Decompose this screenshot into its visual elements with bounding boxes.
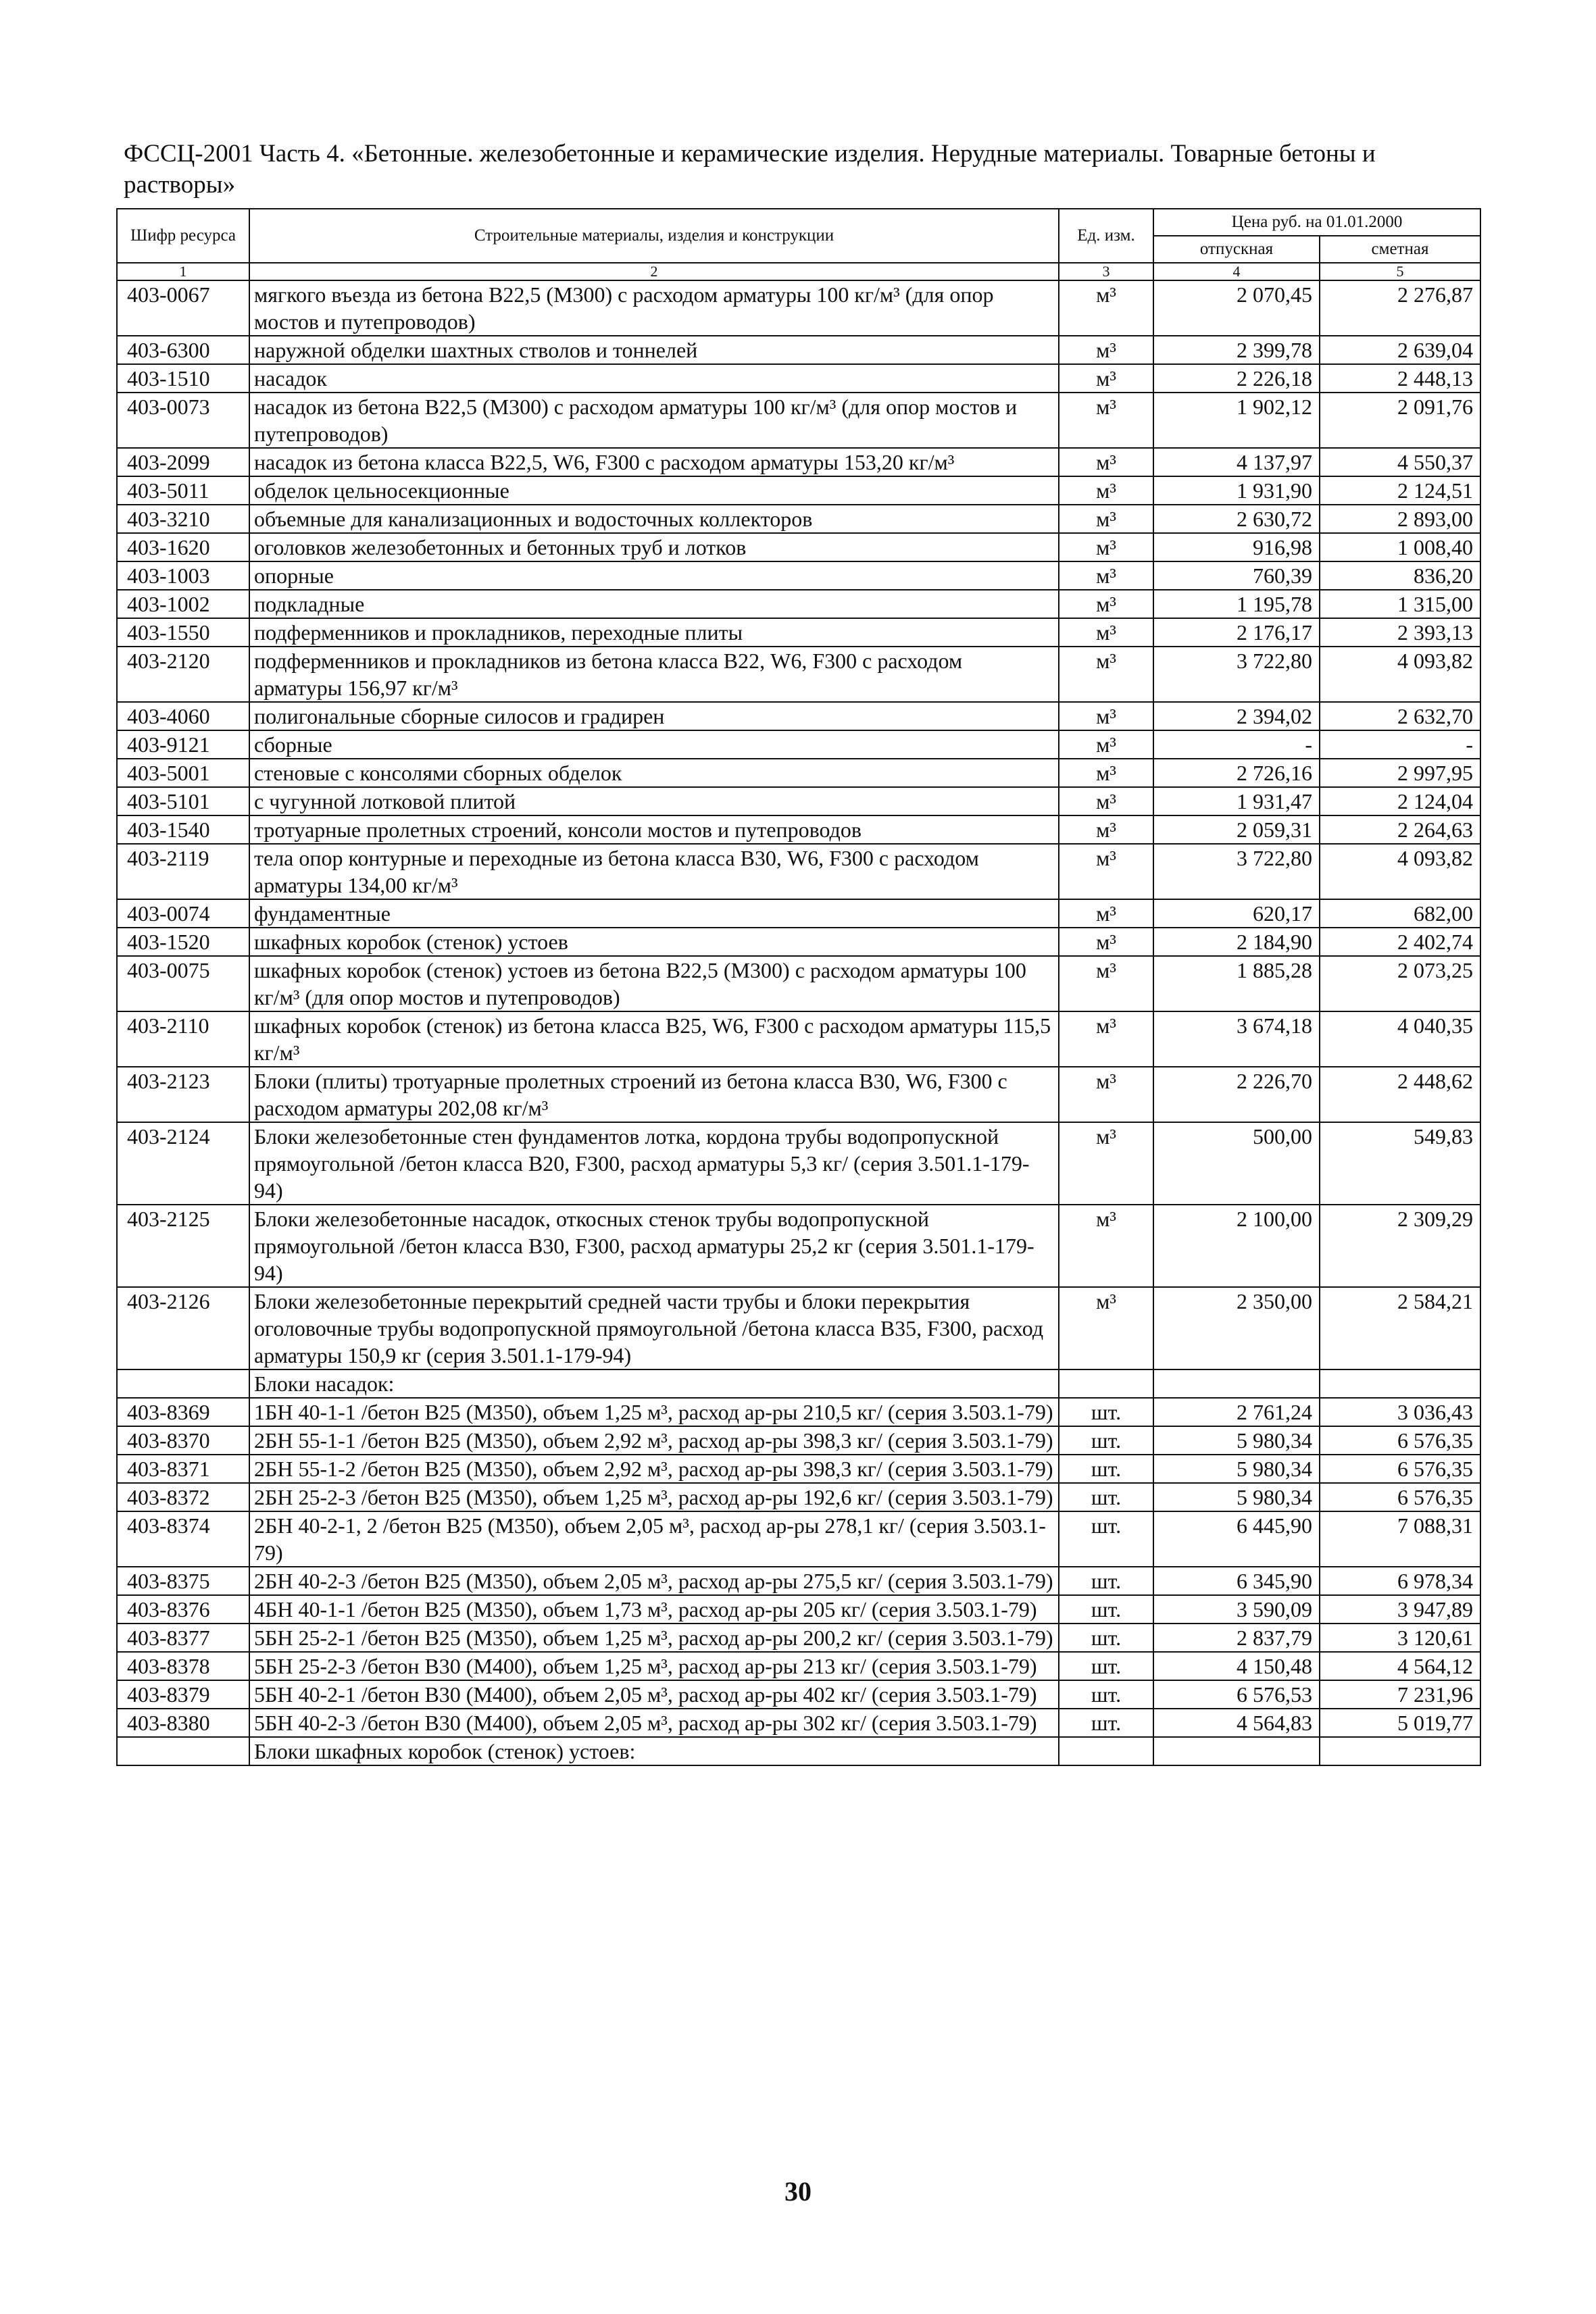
material-name: опорные	[249, 561, 1059, 590]
table-body	[117, 280, 1480, 1765]
unit-of-measure: м³	[1059, 844, 1153, 899]
table-row	[117, 1652, 1480, 1680]
price-release: 1 195,78	[1153, 590, 1320, 618]
material-name: 5БН 25-2-3 /бетон В30 (М400), объем 1,25 м³, расход ар-ры 213 кг/ (серия 3.503.1-79)	[249, 1652, 1059, 1680]
title-line-1: ФССЦ-2001 Часть 4. «Бетонные. железобетонные и керамические изделия. Нерудные материалы. Товарные бетоны и	[124, 140, 1376, 168]
material-name: подкладные	[249, 590, 1059, 618]
table-row	[117, 1483, 1480, 1511]
material-name: мягкого въезда из бетона В22,5 (М300) с расходом арматуры 100 кг/м³ (для опор мостов и путепроводов)	[249, 280, 1059, 336]
price-release: 1 931,47	[1153, 787, 1320, 815]
resource-code: 403-8372	[117, 1483, 249, 1511]
material-name: шкафных коробок (стенок) устоев	[249, 928, 1059, 956]
resource-code: 403-1520	[117, 928, 249, 956]
price-release: 2 837,79	[1153, 1624, 1320, 1652]
unit-of-measure	[1059, 1369, 1153, 1398]
price-estimate: 836,20	[1320, 561, 1480, 590]
price-estimate: 2 997,95	[1320, 759, 1480, 787]
material-name: шкафных коробок (стенок) устоев из бетона В22,5 (М300) с расходом арматуры 100 кг/м³ (для опор мостов и путепроводов)	[249, 956, 1059, 1011]
unit-of-measure: шт.	[1059, 1680, 1153, 1709]
table-row	[117, 1455, 1480, 1483]
price-estimate: 6 978,34	[1320, 1567, 1480, 1595]
material-name: 5БН 40-2-1 /бетон В30 (М400), объем 2,05 м³, расход ар-ры 402 кг/ (серия 3.503.1-79)	[249, 1680, 1059, 1709]
resource-code: 403-9121	[117, 730, 249, 759]
price-estimate: 1 008,40	[1320, 533, 1480, 561]
material-name: насадок	[249, 364, 1059, 393]
unit-of-measure: м³	[1059, 1067, 1153, 1122]
material-name: Блоки (плиты) тротуарные пролетных строений из бетона класса В30, W6, F300 с расходом арматуры 202,08 кг/м³	[249, 1067, 1059, 1122]
unit-of-measure: шт.	[1059, 1455, 1153, 1483]
unit-of-measure: м³	[1059, 702, 1153, 730]
price-release: 2 630,72	[1153, 505, 1320, 533]
price-release	[1153, 1369, 1320, 1398]
price-estimate: 2 448,62	[1320, 1067, 1480, 1122]
section-row	[117, 1737, 1480, 1765]
price-estimate: 2 393,13	[1320, 618, 1480, 647]
price-estimate: 6 576,35	[1320, 1483, 1480, 1511]
price-estimate: 2 448,13	[1320, 364, 1480, 393]
price-release: 5 980,34	[1153, 1455, 1320, 1483]
price-table	[116, 208, 1481, 1766]
price-release: 2 176,17	[1153, 618, 1320, 647]
column-number: 1	[117, 263, 249, 280]
header-code: Шифр ресурса	[117, 209, 249, 263]
price-estimate: 5 019,77	[1320, 1709, 1480, 1737]
price-estimate: 2 276,87	[1320, 280, 1480, 336]
resource-code: 403-6300	[117, 336, 249, 364]
price-estimate: 7 231,96	[1320, 1680, 1480, 1709]
unit-of-measure: м³	[1059, 561, 1153, 590]
price-release: 1 902,12	[1153, 393, 1320, 448]
material-name: Блоки железобетонные насадок, откосных стенок трубы водопропускной прямоугольной /бетон класса В30, F300, расход арматуры 25,2 кг (серия 3.501.1-179-94)	[249, 1205, 1059, 1287]
document-title	[124, 139, 1475, 201]
table-row	[117, 448, 1480, 476]
unit-of-measure: м³	[1059, 787, 1153, 815]
resource-code: 403-8375	[117, 1567, 249, 1595]
material-name: 2БН 40-2-1, 2 /бетон В25 (М350), объем 2,05 м³, расход ар-ры 278,1 кг/ (серия 3.503.1-79)	[249, 1511, 1059, 1567]
material-name: Блоки железобетонные стен фундаментов лотка, кордона трубы водопропускной прямоугольной /бетон класса В20, F300, расход арматуры 5,3 кг/ (серия 3.501.1-179-94)	[249, 1122, 1059, 1205]
table-row	[117, 1011, 1480, 1067]
material-name: Блоки насадок:	[249, 1369, 1059, 1398]
material-name: 2БН 55-1-2 /бетон В25 (М350), объем 2,92 м³, расход ар-ры 398,3 кг/ (серия 3.503.1-79)	[249, 1455, 1059, 1483]
material-name: подферменников и прокладников из бетона класса В22, W6, F300 с расходом арматуры 156,97 кг/м³	[249, 647, 1059, 702]
unit-of-measure: м³	[1059, 364, 1153, 393]
header-name: Строительные материалы, изделия и конструкции	[249, 209, 1059, 263]
price-estimate: 549,83	[1320, 1122, 1480, 1205]
resource-code: 403-2120	[117, 647, 249, 702]
price-release: 500,00	[1153, 1122, 1320, 1205]
resource-code: 403-5001	[117, 759, 249, 787]
table-row	[117, 618, 1480, 647]
unit-of-measure: шт.	[1059, 1398, 1153, 1426]
material-name: оголовков железобетонных и бетонных труб и лотков	[249, 533, 1059, 561]
material-name: 5БН 40-2-3 /бетон В30 (М400), объем 2,05 м³, расход ар-ры 302 кг/ (серия 3.503.1-79)	[249, 1709, 1059, 1737]
table-row	[117, 647, 1480, 702]
resource-code: 403-2123	[117, 1067, 249, 1122]
table-row	[117, 702, 1480, 730]
section-row	[117, 1369, 1480, 1398]
resource-code: 403-8380	[117, 1709, 249, 1737]
price-estimate: 1 315,00	[1320, 590, 1480, 618]
price-release: -	[1153, 730, 1320, 759]
material-name: тротуарные пролетных строений, консоли мостов и путепроводов	[249, 815, 1059, 844]
table-header-row-1	[117, 209, 1480, 236]
price-estimate: 3 036,43	[1320, 1398, 1480, 1426]
resource-code: 403-1510	[117, 364, 249, 393]
resource-code: 403-5101	[117, 787, 249, 815]
price-release: 2 226,70	[1153, 1067, 1320, 1122]
resource-code: 403-2119	[117, 844, 249, 899]
unit-of-measure: м³	[1059, 336, 1153, 364]
price-release: 4 564,83	[1153, 1709, 1320, 1737]
resource-code: 403-1003	[117, 561, 249, 590]
resource-code: 403-8374	[117, 1511, 249, 1567]
unit-of-measure: м³	[1059, 280, 1153, 336]
resource-code: 403-0074	[117, 899, 249, 928]
price-release: 760,39	[1153, 561, 1320, 590]
price-estimate	[1320, 1369, 1480, 1398]
title-line-2: растворы»	[124, 171, 236, 199]
resource-code: 403-8370	[117, 1426, 249, 1455]
price-release: 2 726,16	[1153, 759, 1320, 787]
table-row	[117, 1709, 1480, 1737]
table-row	[117, 899, 1480, 928]
resource-code: 403-1550	[117, 618, 249, 647]
header-price-group: Цена руб. на 01.01.2000	[1153, 209, 1480, 236]
price-release: 2 350,00	[1153, 1287, 1320, 1369]
price-release: 2 184,90	[1153, 928, 1320, 956]
price-estimate: 2 632,70	[1320, 702, 1480, 730]
resource-code: 403-3210	[117, 505, 249, 533]
unit-of-measure: шт.	[1059, 1709, 1153, 1737]
resource-code: 403-1540	[117, 815, 249, 844]
resource-code: 403-1620	[117, 533, 249, 561]
price-release: 3 722,80	[1153, 844, 1320, 899]
price-release: 2 394,02	[1153, 702, 1320, 730]
price-estimate: 3 947,89	[1320, 1595, 1480, 1624]
price-estimate: 2 073,25	[1320, 956, 1480, 1011]
price-release: 620,17	[1153, 899, 1320, 928]
unit-of-measure: м³	[1059, 505, 1153, 533]
material-name: насадок из бетона В22,5 (М300) с расходом арматуры 100 кг/м³ (для опор мостов и путепроводов)	[249, 393, 1059, 448]
resource-code: 403-1002	[117, 590, 249, 618]
unit-of-measure: м³	[1059, 476, 1153, 505]
resource-code: 403-2126	[117, 1287, 249, 1369]
resource-code: 403-8379	[117, 1680, 249, 1709]
table-row	[117, 533, 1480, 561]
material-name: 2БН 25-2-3 /бетон В25 (М350), объем 1,25 м³, расход ар-ры 192,6 кг/ (серия 3.503.1-79)	[249, 1483, 1059, 1511]
resource-code: 403-8377	[117, 1624, 249, 1652]
table-row	[117, 1122, 1480, 1205]
table-row	[117, 505, 1480, 533]
price-estimate: 2 264,63	[1320, 815, 1480, 844]
price-release: 4 150,48	[1153, 1652, 1320, 1680]
table-row	[117, 280, 1480, 336]
resource-code: 403-0067	[117, 280, 249, 336]
price-release: 2 059,31	[1153, 815, 1320, 844]
unit-of-measure: м³	[1059, 1122, 1153, 1205]
table-row	[117, 364, 1480, 393]
table-row	[117, 1205, 1480, 1287]
column-number: 2	[249, 263, 1059, 280]
price-release: 5 980,34	[1153, 1483, 1320, 1511]
resource-code	[117, 1737, 249, 1765]
table-row	[117, 1511, 1480, 1567]
unit-of-measure: м³	[1059, 1287, 1153, 1369]
material-name: 4БН 40-1-1 /бетон В25 (М350), объем 1,73 м³, расход ар-ры 205 кг/ (серия 3.503.1-79)	[249, 1595, 1059, 1624]
material-name: 2БН 55-1-1 /бетон В25 (М350), объем 2,92 м³, расход ар-ры 398,3 кг/ (серия 3.503.1-79)	[249, 1426, 1059, 1455]
price-release: 2 070,45	[1153, 280, 1320, 336]
unit-of-measure: м³	[1059, 618, 1153, 647]
material-name: объемные для канализационных и водосточных коллекторов	[249, 505, 1059, 533]
table-row	[117, 730, 1480, 759]
price-release: 2 399,78	[1153, 336, 1320, 364]
price-release: 3 722,80	[1153, 647, 1320, 702]
unit-of-measure: м³	[1059, 590, 1153, 618]
price-release: 6 445,90	[1153, 1511, 1320, 1567]
price-release: 6 345,90	[1153, 1567, 1320, 1595]
price-estimate: 2 402,74	[1320, 928, 1480, 956]
material-name: наружной обделки шахтных стволов и тоннелей	[249, 336, 1059, 364]
table-row	[117, 590, 1480, 618]
table-row	[117, 393, 1480, 448]
resource-code: 403-8376	[117, 1595, 249, 1624]
unit-of-measure: м³	[1059, 1205, 1153, 1287]
unit-of-measure: шт.	[1059, 1567, 1153, 1595]
resource-code: 403-2125	[117, 1205, 249, 1287]
material-name: фундаментные	[249, 899, 1059, 928]
price-estimate: 4 564,12	[1320, 1652, 1480, 1680]
header-price-release: отпускная	[1153, 236, 1320, 263]
price-release: 3 590,09	[1153, 1595, 1320, 1624]
resource-code: 403-0075	[117, 956, 249, 1011]
price-release: 2 761,24	[1153, 1398, 1320, 1426]
price-release	[1153, 1737, 1320, 1765]
material-name: тела опор контурные и переходные из бетона класса В30, W6, F300 с расходом арматуры 134,00 кг/м³	[249, 844, 1059, 899]
price-estimate: 6 576,35	[1320, 1455, 1480, 1483]
table-row	[117, 759, 1480, 787]
resource-code	[117, 1369, 249, 1398]
table-row	[117, 1287, 1480, 1369]
unit-of-measure: шт.	[1059, 1511, 1153, 1567]
material-name: стеновые с консолями сборных обделок	[249, 759, 1059, 787]
table-row	[117, 815, 1480, 844]
unit-of-measure: шт.	[1059, 1595, 1153, 1624]
resource-code: 403-2099	[117, 448, 249, 476]
header-price-estimate: сметная	[1320, 236, 1480, 263]
unit-of-measure: м³	[1059, 647, 1153, 702]
price-estimate: 2 893,00	[1320, 505, 1480, 533]
unit-of-measure: м³	[1059, 393, 1153, 448]
material-name: 5БН 25-2-1 /бетон В25 (М350), объем 1,25 м³, расход ар-ры 200,2 кг/ (серия 3.503.1-79)	[249, 1624, 1059, 1652]
resource-code: 403-2110	[117, 1011, 249, 1067]
price-estimate: 2 091,76	[1320, 393, 1480, 448]
material-name: Блоки шкафных коробок (стенок) устоев:	[249, 1737, 1059, 1765]
price-estimate: 4 093,82	[1320, 844, 1480, 899]
material-name: шкафных коробок (стенок) из бетона класса В25, W6, F300 с расходом арматуры 115,5 кг/м³	[249, 1011, 1059, 1067]
table-row	[117, 844, 1480, 899]
price-estimate: 2 584,21	[1320, 1287, 1480, 1369]
table-row	[117, 1567, 1480, 1595]
resource-code: 403-4060	[117, 702, 249, 730]
unit-of-measure: м³	[1059, 899, 1153, 928]
price-estimate: 2 124,51	[1320, 476, 1480, 505]
material-name: Блоки железобетонные перекрытий средней части трубы и блоки перекрытия оголовочные трубы водопропускной прямоугольной /бетона класса В35, F300, расход арматуры 150,9 кг (серия 3.501.1-179-94)	[249, 1287, 1059, 1369]
table-row	[117, 1398, 1480, 1426]
price-estimate: 2 639,04	[1320, 336, 1480, 364]
unit-of-measure: м³	[1059, 956, 1153, 1011]
price-release: 2 100,00	[1153, 1205, 1320, 1287]
material-name: 1БН 40-1-1 /бетон В25 (М350), объем 1,25 м³, расход ар-ры 210,5 кг/ (серия 3.503.1-79)	[249, 1398, 1059, 1426]
price-release: 6 576,53	[1153, 1680, 1320, 1709]
table-row	[117, 1680, 1480, 1709]
unit-of-measure: м³	[1059, 928, 1153, 956]
unit-of-measure: шт.	[1059, 1483, 1153, 1511]
resource-code: 403-2124	[117, 1122, 249, 1205]
unit-of-measure: м³	[1059, 533, 1153, 561]
material-name: 2БН 40-2-3 /бетон В25 (М350), объем 2,05 м³, расход ар-ры 275,5 кг/ (серия 3.503.1-79)	[249, 1567, 1059, 1595]
material-name: подферменников и прокладников, переходные плиты	[249, 618, 1059, 647]
price-release: 5 980,34	[1153, 1426, 1320, 1455]
table-row	[117, 476, 1480, 505]
unit-of-measure: шт.	[1059, 1426, 1153, 1455]
price-release: 3 674,18	[1153, 1011, 1320, 1067]
price-estimate: 7 088,31	[1320, 1511, 1480, 1567]
resource-code: 403-8371	[117, 1455, 249, 1483]
table-row	[117, 561, 1480, 590]
price-estimate: 682,00	[1320, 899, 1480, 928]
price-release: 1 931,90	[1153, 476, 1320, 505]
table-row	[117, 1595, 1480, 1624]
column-number-row	[117, 263, 1480, 280]
unit-of-measure: м³	[1059, 448, 1153, 476]
price-release: 4 137,97	[1153, 448, 1320, 476]
price-estimate: 3 120,61	[1320, 1624, 1480, 1652]
resource-code: 403-8369	[117, 1398, 249, 1426]
table-row	[117, 928, 1480, 956]
material-name: обделок цельносекционные	[249, 476, 1059, 505]
table-row	[117, 1067, 1480, 1122]
resource-code: 403-5011	[117, 476, 249, 505]
resource-code: 403-8378	[117, 1652, 249, 1680]
material-name: полигональные сборные силосов и градирен	[249, 702, 1059, 730]
table-row	[117, 1624, 1480, 1652]
price-estimate: 2 309,29	[1320, 1205, 1480, 1287]
price-estimate: 6 576,35	[1320, 1426, 1480, 1455]
price-estimate: 4 093,82	[1320, 647, 1480, 702]
price-estimate: 4 040,35	[1320, 1011, 1480, 1067]
table-row	[117, 787, 1480, 815]
material-name: сборные	[249, 730, 1059, 759]
table-row	[117, 956, 1480, 1011]
unit-of-measure: м³	[1059, 815, 1153, 844]
column-number: 3	[1059, 263, 1153, 280]
header-unit: Ед. изм.	[1059, 209, 1153, 263]
unit-of-measure: шт.	[1059, 1652, 1153, 1680]
price-estimate: 4 550,37	[1320, 448, 1480, 476]
price-estimate: -	[1320, 730, 1480, 759]
table-row	[117, 1426, 1480, 1455]
price-estimate	[1320, 1737, 1480, 1765]
column-number: 4	[1153, 263, 1320, 280]
price-release: 1 885,28	[1153, 956, 1320, 1011]
unit-of-measure: м³	[1059, 1011, 1153, 1067]
unit-of-measure: м³	[1059, 759, 1153, 787]
price-estimate: 2 124,04	[1320, 787, 1480, 815]
page-number: 30	[784, 2176, 812, 2207]
table-row	[117, 336, 1480, 364]
unit-of-measure: шт.	[1059, 1624, 1153, 1652]
price-release: 2 226,18	[1153, 364, 1320, 393]
price-release: 916,98	[1153, 533, 1320, 561]
resource-code: 403-0073	[117, 393, 249, 448]
unit-of-measure: м³	[1059, 730, 1153, 759]
column-number: 5	[1320, 263, 1480, 280]
material-name: с чугунной лотковой плитой	[249, 787, 1059, 815]
unit-of-measure	[1059, 1737, 1153, 1765]
material-name: насадок из бетона класса В22,5, W6, F300 с расходом арматуры 153,20 кг/м³	[249, 448, 1059, 476]
